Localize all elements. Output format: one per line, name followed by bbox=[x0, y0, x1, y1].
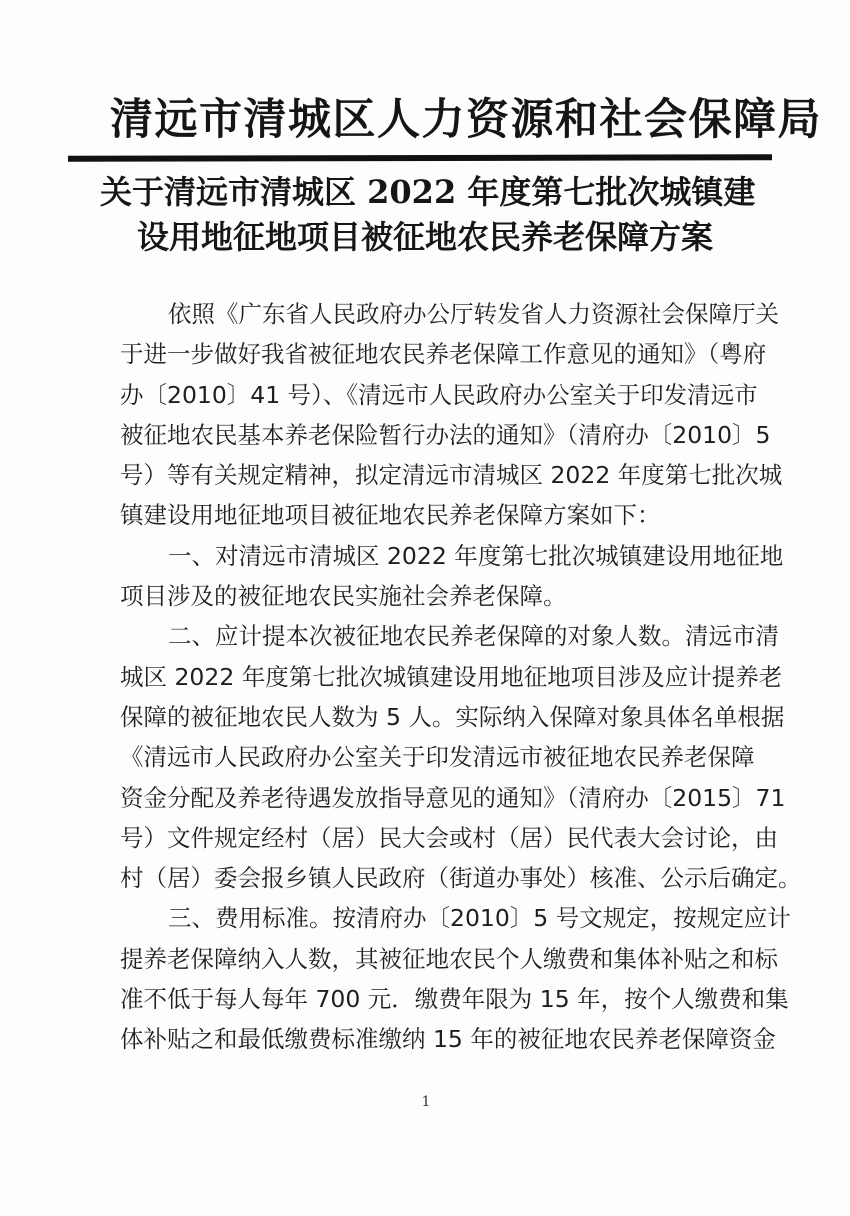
section-three-line: 三、费用标准。按清府办〔2010〕5 号文规定，按规定应计 bbox=[168, 904, 791, 933]
organization-header: 清远市清城区人力资源和社会保障局 bbox=[110, 95, 822, 145]
paragraph-line: 于进一步做好我省被征地农民养老保障工作意见的通知》（粤府 bbox=[120, 340, 767, 369]
paragraph-line: 镇建设用地征地项目被征地农民养老保障方案如下： bbox=[120, 501, 661, 530]
document-body bbox=[120, 294, 802, 1060]
section-two-line: 《清远市人民政府办公室关于印发清远市被征地农民养老保障 bbox=[120, 743, 755, 772]
paragraph-line: 办〔2010〕41 号）、《清远市人民政府办公室关于印发清远市 bbox=[120, 380, 758, 409]
section-three-line: 体补贴之和最低缴费标准缴纳 15 年的被征地农民养老保障资金 bbox=[120, 1025, 776, 1054]
section-two-line: 资金分配及养老待遇发放指导意见的通知》（清府办〔2015〕71 bbox=[120, 783, 786, 812]
title-line: 关于清远市清城区 2022 年度第七批次城镇建 bbox=[100, 173, 756, 211]
title-line: 设用地征地项目被征地农民养老保障方案 bbox=[136, 218, 713, 256]
section-two-line: 号）文件规定经村（居）民大会或村（居）民代表大会讨论，由 bbox=[120, 823, 778, 852]
paragraph-line: 号）等有关规定精神，拟定清远市清城区 2022 年度第七批次城 bbox=[120, 461, 783, 490]
page-number: 1 bbox=[421, 1094, 431, 1110]
paragraph-line: 依照《广东省人民政府办公厅转发省人力资源社会保障厅关 bbox=[168, 300, 779, 328]
document-title bbox=[100, 170, 756, 260]
section-three-line: 准不低于每人每年 700 元．缴费年限为 15 年，按个人缴费和集 bbox=[120, 985, 789, 1014]
section-two-line: 城区 2022 年度第七批次城镇建设用地征地项目涉及应计提养老 bbox=[120, 662, 783, 691]
header-divider-rule bbox=[68, 154, 772, 161]
paragraph-line: 被征地农民基本养老保险暂行办法的通知》（清府办〔2010〕5 bbox=[120, 420, 771, 449]
section-two-line: 二、应计提本次被征地农民养老保障的对象人数。清远市清 bbox=[168, 622, 779, 651]
section-three-line: 提养老保障纳入人数，其被征地农民个人缴费和集体补贴之和标 bbox=[120, 944, 778, 973]
section-one-line: 项目涉及的被征地农民实施社会养老保障。 bbox=[120, 582, 567, 611]
section-two-line: 保障的被征地农民人数为 5 人。实际纳入保障对象具体名单根据 bbox=[120, 702, 785, 731]
section-one-line: 一、对清远市清城区 2022 年度第七批次城镇建设用地征地 bbox=[168, 541, 784, 570]
section-two-line: 村（居）委会报乡镇人民政府（街道办事处）核准、公示后确定。 bbox=[120, 864, 802, 893]
